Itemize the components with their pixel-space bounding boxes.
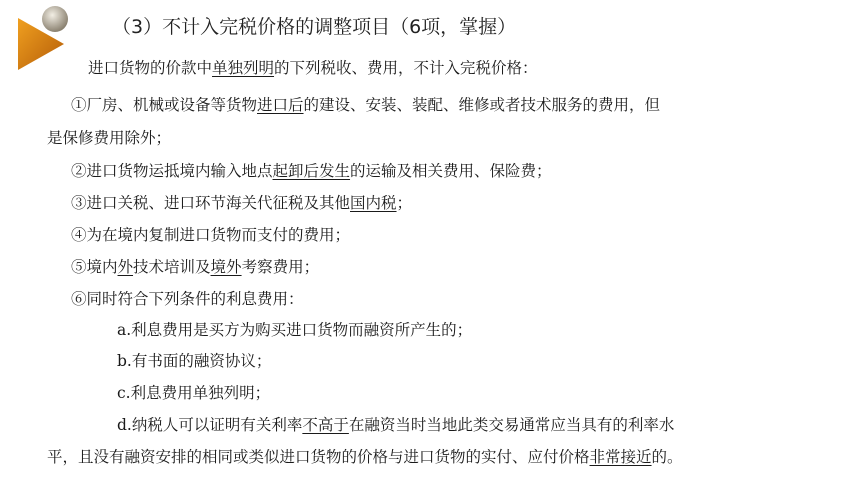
sub-item-d-cont-underlined: 非常接近 [589,448,652,466]
sub-item-d-text: d.纳税人可以证明有关利率 [117,416,303,434]
sub-item-d-cont-text: 平，且没有融资安排的相同或类似进口货物的价格与进口货物的实付、应付价格 [47,448,590,466]
sub-item-a: a.利息费用是买方为购买进口货物而融资所产生的； [117,321,473,339]
item-3-underlined: 国内税 [350,194,397,212]
item-1 [71,93,660,115]
item-1-continuation: 是保修费用除外； [47,129,172,147]
item-1-text: ①厂房、机械或设备等货物 [71,96,258,114]
item-4: ④为在境内复制进口货物而支付的费用； [71,226,351,244]
item-3-text-end: ； [396,194,413,212]
item-2-text: ②进口货物运抵境内输入地点 [71,162,273,180]
item-5-text-mid: 技术培训及 [133,258,211,276]
intro-text-end: 的下列税收、费用，不计入完税价格： [274,59,538,77]
item-6: ⑥同时符合下列条件的利息费用： [71,290,304,308]
page-title: （3）不计入完税价格的调整项目（6项，掌握） [112,16,517,38]
item-5-underlined-1: 外 [117,258,134,276]
intro-underlined: 单独列明 [212,59,275,77]
item-5 [71,255,319,277]
item-2-text-end: 的运输及相关费用、保险费； [350,162,552,180]
item-5-underlined-2: 境外 [210,258,242,276]
intro-text: 进口货物的价款中 [88,59,213,77]
sub-item-b: b.有书面的融资协议； [117,352,272,370]
item-5-text-end: 考察费用； [241,258,320,276]
sub-item-d-cont-end: 的。 [651,448,683,466]
item-3 [71,191,412,213]
grey-circle-shape [42,6,68,32]
item-5-text: ⑤境内 [71,258,118,276]
item-1-text-end: 的建设、安装、装配、维修或者技术服务的费用，但 [303,96,661,114]
item-3-text: ③进口关税、进口环节海关代征税及其他 [71,194,351,212]
sub-item-c: c.利息费用单独列明； [117,384,271,402]
sub-item-d-text-end: 在融资当时当地此类交易通常应当具有的利率水 [348,416,675,434]
sub-item-d-continuation [47,445,683,467]
sub-item-d-underlined: 不高于 [302,416,349,434]
item-2 [71,159,552,181]
item-2-underlined: 起卸后发生 [272,162,351,180]
intro-paragraph [88,56,538,78]
sub-item-d [117,413,674,435]
item-1-underlined: 进口后 [257,96,304,114]
